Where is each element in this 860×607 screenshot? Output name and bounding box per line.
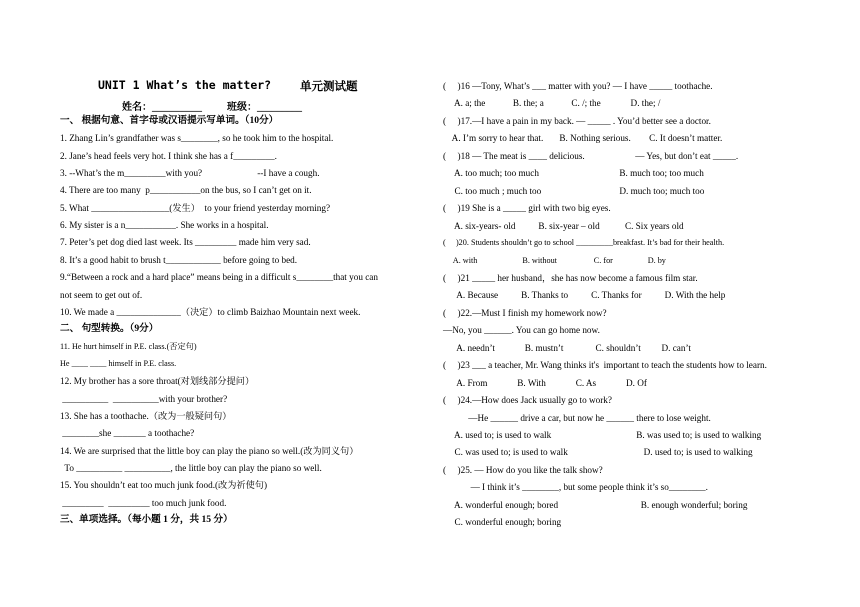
right-line: C. too much ; much too D. much too; much too bbox=[443, 185, 705, 196]
right-line: —He ______ drive a car, but now he ______ there to lose weight. bbox=[443, 412, 711, 423]
left-line: not seem to get out of. bbox=[60, 289, 143, 300]
left-line: To __________ __________, the little boy can play the piano so well. bbox=[60, 463, 322, 473]
left-line: 6. My sister is a n___________. She works in a hospital. bbox=[60, 220, 269, 231]
right-line: ( )20. Students shouldn’t go to school _________breakfast. It’s bad for their health. bbox=[443, 238, 725, 248]
right-line: A. From B. With C. As D. Of bbox=[443, 377, 647, 388]
page-subtitle: 单元测试题 bbox=[300, 81, 358, 93]
right-line: ( )24.—How does Jack usually go to work? bbox=[443, 395, 612, 406]
right-line: A. with B. without C. for D. by bbox=[443, 255, 666, 265]
right-line: C. wonderful enough; boring bbox=[443, 517, 562, 528]
right-line: ( )18 — The meat is ____ delicious. — Yes, but don’t eat _____. bbox=[443, 150, 739, 161]
right-line: C. was used to; is used to walk D. used to; is used to walking bbox=[443, 447, 753, 458]
right-line: ( )22.—Must I finish my homework now? bbox=[443, 307, 607, 318]
right-line: —No, you ______. You can go home now. bbox=[443, 325, 600, 336]
right-line: ( )23 ___ a teacher, Mr. Wang thinks it's important to teach the students how to learn. bbox=[443, 360, 767, 371]
left-line: __________ __________with your brother? bbox=[60, 393, 228, 404]
left-line: 15. You shouldn’t eat too much junk food.(改为祈使句) bbox=[60, 480, 268, 491]
left-line: 13. She has a toothache.（改为一般疑问句） bbox=[60, 410, 232, 421]
right-column bbox=[443, 0, 853, 607]
left-line: 5. What _________________(发生） to your friend yesterday morning? bbox=[60, 202, 331, 213]
left-line: 7. Peter’s pet dog died last week. Its _________ made him very sad. bbox=[60, 237, 311, 248]
right-line: A. wonderful enough; bored B. enough wonderful; boring bbox=[443, 499, 748, 510]
right-line: ( )17.—I have a pain in my back. — _____ . You’d better see a doctor. bbox=[443, 115, 711, 126]
left-line: 一、 根据句意、首字母或汉语提示写单词。（10分） bbox=[60, 115, 279, 126]
left-line: 二、 句型转换。（9分） bbox=[60, 323, 159, 335]
left-line: 14. We are surprised that the little boy can play the piano so well.(改为同义句） bbox=[60, 445, 359, 456]
left-line: _________ _________ too much junk food. bbox=[60, 497, 227, 508]
right-line: ( )19 She is a _____ girl with two big eyes. bbox=[443, 203, 611, 214]
right-line: ( )21 _____ her husband，she has now become a famous film star. bbox=[443, 272, 698, 283]
left-line: 12. My brother has a sore throat(对划线部分提问） bbox=[60, 376, 255, 387]
left-line: ________she _______ a toothache? bbox=[60, 428, 195, 439]
right-line: A. too much; too much B. much too; too much bbox=[443, 168, 704, 179]
left-column bbox=[60, 0, 460, 607]
right-line: — I think it’s ________, but some people think it’s so________. bbox=[443, 482, 708, 493]
right-line: A. used to; is used to walk B. was used to; is used to walking bbox=[443, 430, 762, 440]
left-line: 2. Jane’s head feels very hot. I think she has a f_________. bbox=[60, 150, 277, 161]
left-line: 11. He hurt himself in P.E. class.(否定句) bbox=[60, 341, 197, 351]
left-line: 10. We made a ______________（决定）to climb Baizhao Mountain next week. bbox=[60, 306, 361, 317]
left-line: 8. It’s a good habit to brush t____________ before going to bed. bbox=[60, 254, 298, 265]
left-line: 三、单项选择。（每小题 1 分，共 15 分） bbox=[60, 514, 233, 526]
right-line: A. Because B. Thanks to C. Thanks for D. With the help bbox=[443, 290, 726, 301]
right-line: A. six-years- old B. six-year – old C. Six years old bbox=[443, 220, 684, 231]
left-line: 1. Zhang Lin’s grandfather was s________, so he took him to the hospital. bbox=[60, 133, 334, 144]
left-line: He ____ ____ himself in P.E. class. bbox=[60, 358, 177, 368]
right-line: A. I’m sorry to hear that. B. Nothing serious. C. It doesn’t matter. bbox=[443, 133, 723, 144]
right-line: ( )16 —Tony, What’s ___ matter with you? — I have _____ toothache. bbox=[443, 81, 713, 91]
left-line: 4. There are too many p___________on the bus, so I can’t get on it. bbox=[60, 185, 312, 196]
right-line: A. a; the B. the; a C. /; the D. the; / bbox=[443, 98, 661, 109]
right-line: A. needn’t B. mustn’t C. shouldn’t D. can’t bbox=[443, 342, 691, 353]
right-line: ( )25. — How do you like the talk show? bbox=[443, 464, 603, 475]
page-title: UNIT 1 What’s the matter? bbox=[98, 78, 272, 92]
left-line: 3. --What’s the m_________with you? --I have a cough. bbox=[60, 168, 320, 179]
name-class-row: 姓名：__________ 班级：_________ bbox=[122, 102, 302, 113]
left-line: 9.“Between a rock and a hard place” means being in a difficult s________that you can bbox=[60, 272, 378, 283]
